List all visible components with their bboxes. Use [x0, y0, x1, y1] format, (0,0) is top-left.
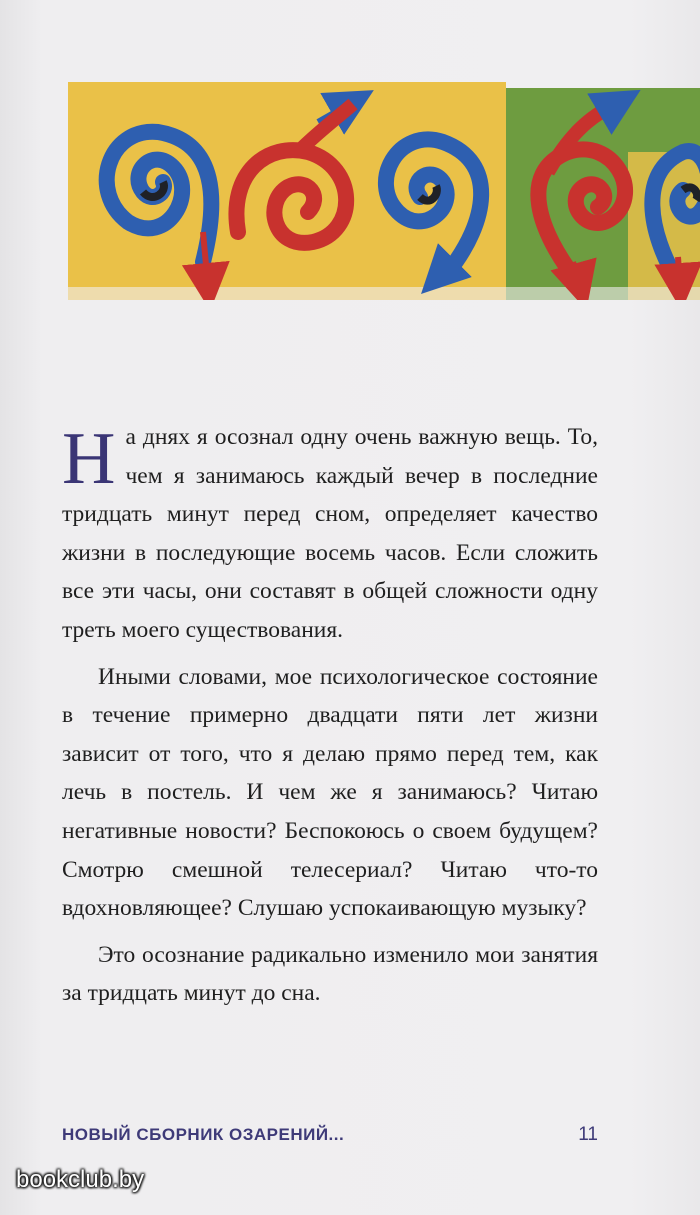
drop-cap: Н: [62, 418, 116, 500]
paragraph-1-text: а днях я осознал одну очень важную вещь. То, чем я занимаюсь каждый вечер в последние тридцать минут перед сном, определяет качество жизни в последующие восемь часов. Если сложить все эти часы, они составят в общей сложности одну треть моего существования.: [62, 424, 598, 643]
spiral-arrows-icon: [68, 82, 700, 300]
spiral-illustration: [68, 82, 700, 300]
page-number: 11: [578, 1124, 598, 1145]
page-footer: [62, 1124, 598, 1146]
paragraph-1: [62, 418, 598, 650]
site-watermark: bookclub.by: [16, 1166, 145, 1193]
paragraph-3: Это осознание радикально изменило мои занятия за тридцать минут до сна.: [62, 941, 598, 1007]
running-title: НОВЫЙ СБОРНИК ОЗАРЕНИЙ...: [62, 1125, 345, 1144]
body-text: [62, 418, 598, 1013]
paragraph-2: Иными словами, мое психологическое состояние в течение примерно двадцати пяти лет жизни зависит от того, что я делаю прямо перед тем, как лечь в постель. И чем же я занимаюсь? Читаю негативные новости? Беспокоюсь о своем будущем? Смотрю смешной телесериал? Читаю что-то вдохновляющее? Слушаю успокаивающую музыку?: [62, 663, 598, 922]
